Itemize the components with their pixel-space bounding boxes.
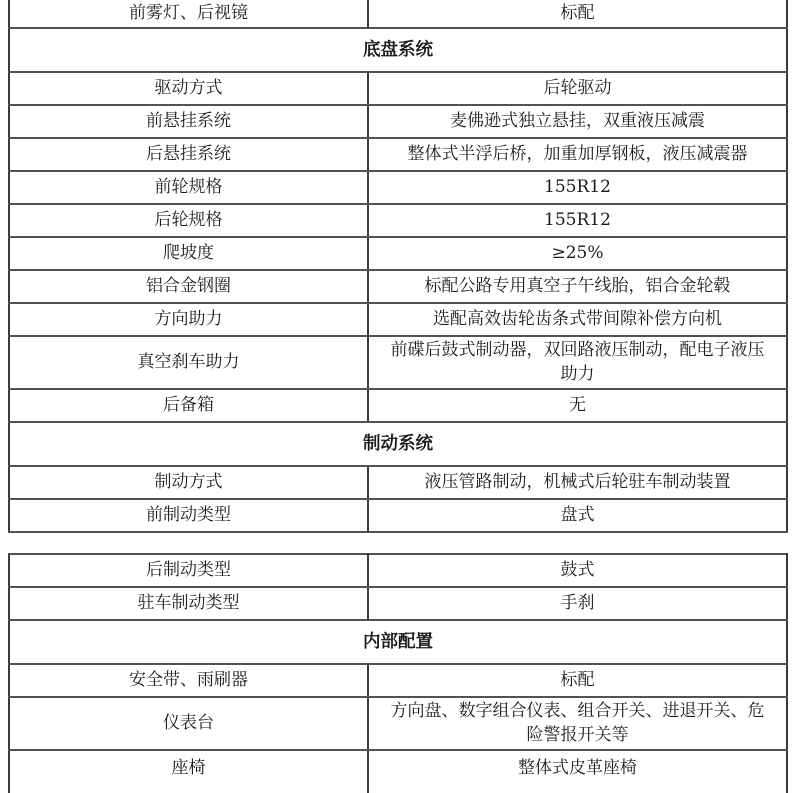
spec-table-body bbox=[9, 0, 787, 532]
spec-value: 手刹 bbox=[368, 587, 787, 620]
spec-value: 选配高效齿轮齿条式带间隙补偿方向机 bbox=[368, 303, 787, 336]
spec-label: 仪表台 bbox=[9, 697, 368, 750]
section-title: 内部配置 bbox=[9, 620, 787, 664]
spec-label: 方向助力 bbox=[9, 303, 368, 336]
spec-label: 制动方式 bbox=[9, 466, 368, 499]
spec-value: 后轮驱动 bbox=[368, 72, 787, 105]
spec-value: 方向盘、数字组合仪表、组合开关、进退开关、危险警报开关等 bbox=[368, 697, 787, 750]
spec-label: 后制动类型 bbox=[9, 554, 368, 587]
spec-table-chassis-brake bbox=[8, 0, 788, 533]
spec-value: 盘式 bbox=[368, 499, 787, 532]
spec-value: 无 bbox=[368, 389, 787, 422]
spec-label: 前轮规格 bbox=[9, 171, 368, 204]
spec-value: 155R12 bbox=[368, 204, 787, 237]
spec-label: 真空刹车助力 bbox=[9, 336, 368, 389]
spec-value: 整体式皮革座椅 bbox=[368, 750, 787, 793]
spec-label: 驱动方式 bbox=[9, 72, 368, 105]
spec-value: 155R12 bbox=[368, 171, 787, 204]
spec-row bbox=[9, 72, 787, 105]
section-header-row bbox=[9, 422, 787, 466]
spec-value: 麦佛逊式独立悬挂，双重液压减震 bbox=[368, 105, 787, 138]
spec-label: 座椅 bbox=[9, 750, 368, 793]
section-title: 底盘系统 bbox=[9, 28, 787, 72]
spec-table-interior bbox=[8, 553, 788, 793]
section-header-row bbox=[9, 28, 787, 72]
spec-value: 标配 bbox=[368, 664, 787, 697]
spec-row bbox=[9, 0, 787, 28]
spec-row bbox=[9, 303, 787, 336]
spec-label: 驻车制动类型 bbox=[9, 587, 368, 620]
spec-value: ≥25% bbox=[368, 237, 787, 270]
spec-label: 爬坡度 bbox=[9, 237, 368, 270]
spec-row bbox=[9, 750, 787, 793]
spec-row bbox=[9, 270, 787, 303]
spec-value: 标配公路专用真空子午线胎，铝合金轮毂 bbox=[368, 270, 787, 303]
spec-value: 前碟后鼓式制动器，双回路液压制动，配电子液压助力 bbox=[368, 336, 787, 389]
spec-row bbox=[9, 697, 787, 750]
spec-row bbox=[9, 587, 787, 620]
section-header-row bbox=[9, 620, 787, 664]
spec-row bbox=[9, 336, 787, 389]
spec-row bbox=[9, 204, 787, 237]
spec-row bbox=[9, 171, 787, 204]
spec-value: 标配 bbox=[368, 0, 787, 28]
spec-table-body bbox=[9, 554, 787, 793]
spec-row bbox=[9, 389, 787, 422]
spec-row bbox=[9, 499, 787, 532]
section-title: 制动系统 bbox=[9, 422, 787, 466]
spec-row bbox=[9, 664, 787, 697]
spec-row bbox=[9, 237, 787, 270]
spec-row bbox=[9, 105, 787, 138]
spec-label: 安全带、雨刷器 bbox=[9, 664, 368, 697]
spec-row bbox=[9, 466, 787, 499]
spec-label: 铝合金钢圈 bbox=[9, 270, 368, 303]
spec-value: 整体式半浮后桥，加重加厚钢板，液压减震器 bbox=[368, 138, 787, 171]
spec-row bbox=[9, 138, 787, 171]
spec-label: 前雾灯、后视镜 bbox=[9, 0, 368, 28]
spec-value: 鼓式 bbox=[368, 554, 787, 587]
spec-label: 后悬挂系统 bbox=[9, 138, 368, 171]
spec-row bbox=[9, 554, 787, 587]
table-gap bbox=[0, 533, 800, 553]
spec-label: 后轮规格 bbox=[9, 204, 368, 237]
spec-label: 后备箱 bbox=[9, 389, 368, 422]
spec-value: 液压管路制动，机械式后轮驻车制动装置 bbox=[368, 466, 787, 499]
spec-label: 前制动类型 bbox=[9, 499, 368, 532]
spec-label: 前悬挂系统 bbox=[9, 105, 368, 138]
